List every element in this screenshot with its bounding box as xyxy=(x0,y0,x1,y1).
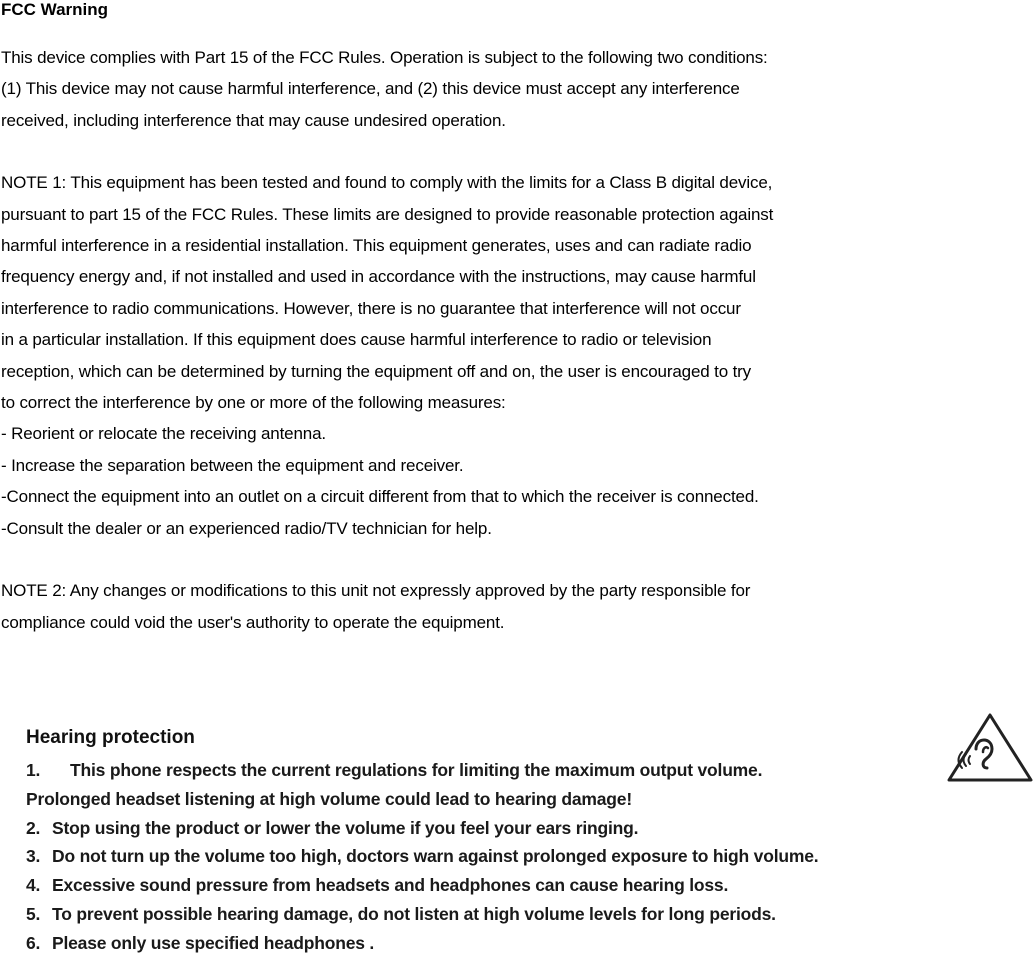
hearing-protection-section xyxy=(26,726,1026,958)
spacer xyxy=(1,136,1031,167)
item-text: Do not turn up the volume too high, doctors warn against prolonged exposure to high volume. xyxy=(52,846,819,867)
hearing-item-1 xyxy=(26,756,1026,785)
item-number: 2. xyxy=(26,817,41,838)
text-line: received, including interference that may cause undesired operation. xyxy=(1,110,506,130)
item-text: To prevent possible hearing damage, do not listen at high volume levels for long periods. xyxy=(52,903,776,924)
text-line: frequency energy and, if not installed and used in accordance with the instructions, may cause harmful xyxy=(1,267,756,287)
item-text: Prolonged headset listening at high volume could lead to hearing damage! xyxy=(26,788,632,809)
hearing-item-6 xyxy=(26,929,1026,958)
fcc-note-1 xyxy=(1,167,1031,544)
fcc-note-2 xyxy=(1,575,1031,638)
text-line: in a particular installation. If this equipment does cause harmful interference to radio or television xyxy=(1,330,712,350)
item-number: 5. xyxy=(26,903,41,924)
text-line: compliance could void the user's authority to operate the equipment. xyxy=(1,612,505,632)
fcc-title: FCC Warning xyxy=(1,0,109,19)
fcc-warning-section xyxy=(1,0,1031,638)
item-number: 1. xyxy=(26,760,41,780)
text-line: (1) This device may not cause harmful interference, and (2) this device must accept any interference xyxy=(1,79,740,99)
item-text: Please only use specified headphones . xyxy=(52,932,375,953)
text-line: NOTE 2: Any changes or modifications to this unit not expressly approved by the party responsible for xyxy=(1,581,751,601)
measure-item: -Consult the dealer or an experienced radio/TV technician for help. xyxy=(1,518,492,538)
spacer xyxy=(1,20,1031,42)
spacer xyxy=(1,544,1031,575)
text-line: This device complies with Part 15 of the FCC Rules. Operation is subject to the following two conditions: xyxy=(1,48,768,67)
item-number: 4. xyxy=(26,875,41,896)
hearing-item-4 xyxy=(26,871,1026,900)
text-line: to correct the interference by one or more of the following measures: xyxy=(1,393,506,413)
item-text: Stop using the product or lower the volume if you feel your ears ringing. xyxy=(52,817,639,838)
hearing-item-3 xyxy=(26,842,1026,871)
measure-item: - Increase the separation between the equipment and receiver. xyxy=(1,455,464,475)
text-line: harmful interference in a residential installation. This equipment generates, uses and can radiate radio xyxy=(1,236,752,256)
hearing-warning-icon xyxy=(946,712,1034,784)
measure-item: - Reorient or relocate the receiving antenna. xyxy=(1,424,326,444)
hearing-protection-title: Hearing protection xyxy=(26,727,195,748)
hearing-item-2 xyxy=(26,814,1026,843)
text-line: pursuant to part 15 of the FCC Rules. These limits are designed to provide reasonable protection against xyxy=(1,204,774,224)
item-number: 6. xyxy=(26,932,41,953)
text-line: NOTE 1: This equipment has been tested and found to comply with the limits for a Class B digital device, xyxy=(1,173,773,193)
fcc-paragraph-conditions xyxy=(1,42,1031,136)
hearing-item-5 xyxy=(26,900,1026,929)
hearing-item-1-continued xyxy=(26,785,1026,814)
item-text: This phone respects the current regulations for limiting the maximum output volume. xyxy=(70,760,763,780)
measure-item: -Connect the equipment into an outlet on a circuit different from that to which the receiver is connected. xyxy=(1,487,759,507)
item-text: Excessive sound pressure from headsets and headphones can cause hearing loss. xyxy=(52,875,729,896)
item-number: 3. xyxy=(26,846,41,867)
text-line: interference to radio communications. However, there is no guarantee that interference will not occur xyxy=(1,298,741,318)
text-line: reception, which can be determined by turning the equipment off and on, the user is encouraged to try xyxy=(1,361,752,381)
